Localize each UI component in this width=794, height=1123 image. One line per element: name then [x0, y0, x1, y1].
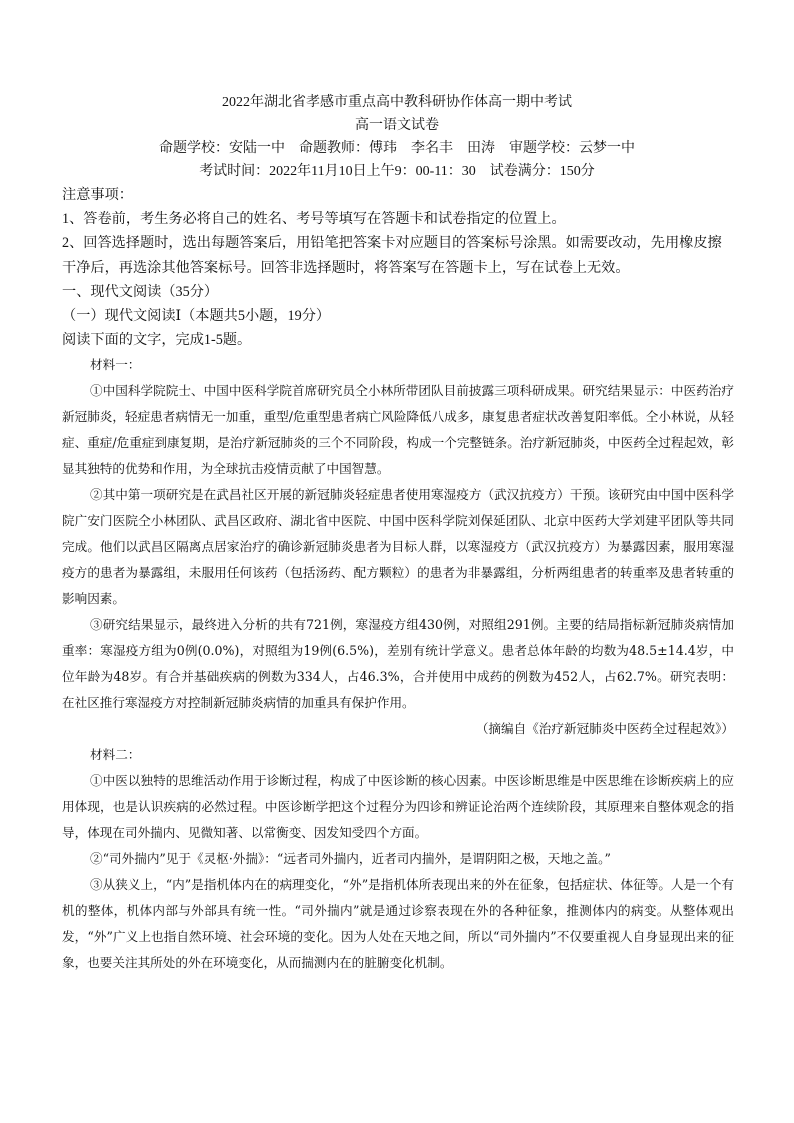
section-heading: 一、现代文阅读（35分） — [62, 283, 219, 300]
material2-label: 材料二： — [90, 747, 141, 763]
exam-authors: 命题学校：安陆一中 命题教师：傅玮 李名丰 田涛 审题学校：云梦一中 — [159, 141, 635, 156]
notes-item: 1、答卷前，考生务必将自己的姓名、考号等填写在答题卡和试卷指定的位置上。 — [62, 211, 566, 228]
material1-paragraph: ③研究结果显示，最终进入分析的共有721例，寒湿疫方组430例，对照组291例。主要的结局指标新冠肺炎病情加重率：寒湿疫方组为0例(0.0%)，对照组为19例(6.5%)，差别有统计学意义。患者总体年龄的均数为48.5±14.4岁，中位年龄为48岁。有合并基础疾病的例数为334人，占46.3%，合并使用中成药的例数为452人，占62.7%。研究表明：在社区推行寒湿疫方对控制新冠肺炎病情的加重具有保护作用。 — [62, 617, 734, 711]
notes-heading: 注意事项： — [62, 187, 133, 203]
material2-paragraph: ②“司外揣内”见于《灵枢·外揣》：“远者司外揣内，近者司内揣外，是谓阴阳之极，天地之盖。” — [90, 851, 611, 867]
material1-paragraph: ②其中第一项研究是在武昌社区开展的新冠肺炎轻症患者使用寒湿疫方（武汉抗疫方）干预。该研究由中国中医科学院广安门医院仝小林团队、武昌区政府、湖北省中医院、中国中医科学院刘保延团队、北京中医药大学刘建平团队等共同完成。他们以武昌区隔离点居家治疗的确诊新冠肺炎患者为目标人群，以寒湿疫方（武汉抗疫方）为暴露因素，服用寒湿疫方的患者为暴露组，未服用任何该药（包括汤药、配方颗粒）的患者为非暴露组，分析两组患者的转重率及患者转重的影响因素。 — [62, 487, 734, 607]
exam-subtitle: 高一语文试卷 — [355, 118, 439, 133]
material2-paragraph: ①中医以独特的思维活动作用于诊断过程，构成了中医诊断的核心因素。中医诊断思维是中医思维在诊断疾病上的应用体现，也是认识疾病的必然过程。中医诊断学把这个过程分为四诊和辨证论治两个连续阶段，其原理来自整体观念的指导，体现在司外揣内、见微知著、以常衡变、因发知受四个方面。 — [62, 773, 734, 841]
material1-paragraph: ①中国科学院院士、中国中医科学院首席研究员仝小林所带团队目前披露三项科研成果。研究结果显示：中医药治疗新冠肺炎，轻症患者病情无一加重，重型/危重型患者病亡风险降低八成多，康复患者症状改善复阳率低。仝小林说，从轻症、重症/危重症到康复期，是治疗新冠肺炎的三个不同阶段，构成一个完整链条。治疗新冠肺炎，中医药全过程起效，彰显其独特的优势和作用，为全球抗击疫情贡献了中国智慧。 — [62, 383, 734, 477]
section-sub-heading: （一）现代文阅读Ⅰ（本题共5小题，19分） — [62, 308, 331, 325]
section-instruction: 阅读下面的文字，完成1-5题。 — [62, 332, 252, 349]
notes-item: 2、回答选择题时，选出每题答案后，用铅笔把答案卡对应题目的答案标号涂黑。如需要改动，先用橡皮擦干净后，再选涂其他答案标号。回答非选择题时，将答案写在答题卡上，写在试卷上无效。 — [62, 235, 722, 276]
material2-paragraph: ③从狭义上，“内”是指机体内在的病理变化，“外”是指机体所表现出来的外在征象，包括症状、体征等。人是一个有机的整体，机体内部与外部具有统一性。“司外揣内”就是通过诊察表现在外的各种征象，推测体内的病变。从整体观出发，“外”广义上也指自然环境、社会环境的变化。因为人处在天地之间，所以“司外揣内”不仅要重视人自身显现出来的征象，也要关注其所处的外在环境变化，从而揣测内在的脏腑变化机制。 — [62, 877, 734, 971]
material1-source: （摘编自《治疗新冠肺炎中医药全过程起效》） — [475, 721, 734, 737]
notes-block — [62, 183, 734, 352]
exam-info: 考试时间：2022年11月10日上午9：00-11：30 试卷满分：150分 — [199, 164, 595, 179]
exam-title: 2022年湖北省孝感市重点高中教科研协作体高一期中考试 — [222, 95, 572, 110]
material1-label: 材料一： — [90, 357, 141, 373]
reading-passage — [62, 352, 734, 976]
